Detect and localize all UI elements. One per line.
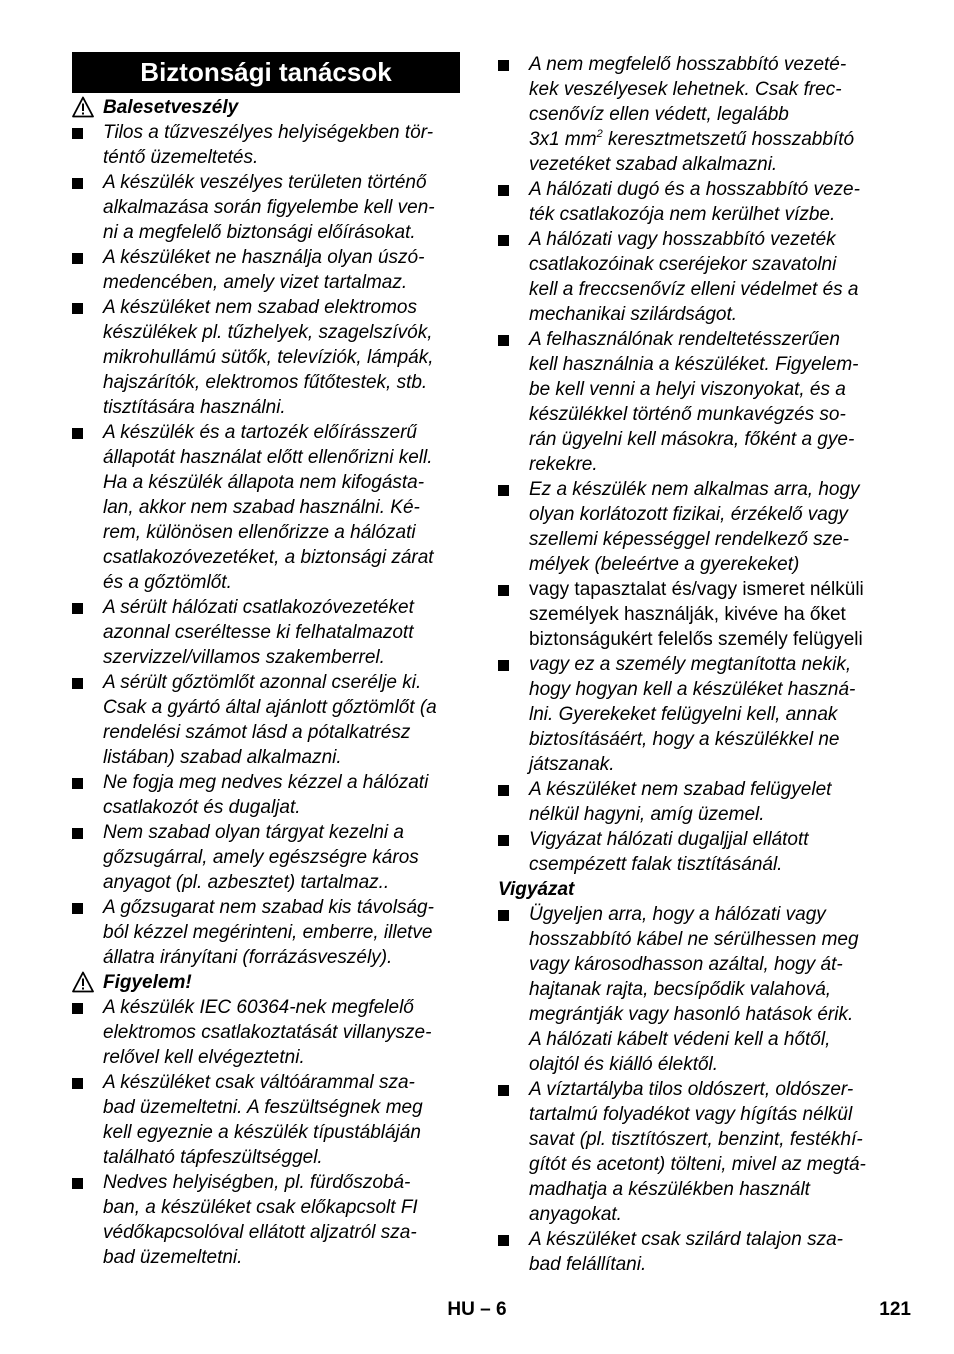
list-item-text: A készüléket nem szabad felügyelet nélkül hagyni, amíg üzemel. [529, 779, 832, 825]
list-item [72, 820, 460, 895]
square-bullet-icon [498, 235, 509, 246]
list-item [498, 827, 888, 877]
square-bullet-icon [72, 828, 83, 839]
list-item [72, 420, 460, 595]
square-bullet-icon [498, 835, 509, 846]
square-bullet-icon [498, 910, 509, 921]
attention-heading [72, 970, 460, 995]
warning-triangle-icon [72, 96, 94, 118]
square-bullet-icon [72, 778, 83, 789]
list-item-text-part: keresztmetszetű hosszabbító vezetéket szabad alkalmazni. [529, 129, 855, 175]
list-item-text: A készüléket nem szabad elektromos készülékek pl. tűzhelyek, szagelszívók, mikrohullámú sütők, televíziók, lámpák, hajszárítók, elektromos fűtőtestek, stb. tisztítására használni. [103, 297, 434, 418]
list-item [498, 652, 888, 777]
danger-heading-text: Balesetveszély [103, 97, 239, 118]
list-item [72, 1070, 460, 1170]
list-item-text: A készüléket csak váltóárammal sza- bad üzemeltetni. A feszültségnek meg kell egyeznie a készülék típustábláján található tápfeszültséggel. [103, 1072, 423, 1168]
left-column [72, 52, 460, 1270]
square-bullet-icon [72, 178, 83, 189]
list-item-text: Ne fogja meg nedves kézzel a hálózati csatlakozót és dugaljat. [103, 772, 429, 818]
list-item [72, 1170, 460, 1270]
square-bullet-icon [498, 1235, 509, 1246]
square-bullet-icon [72, 303, 83, 314]
square-bullet-icon [498, 785, 509, 796]
list-item-text-part: A nem megfelelő hosszabbító vezeté- kek veszélyesek lehetnek. Csak frec- csenővíz ellen védett, legalább 3x1 mm [529, 54, 847, 150]
list-item-text: A hálózati dugó és a hosszabbító veze- ték csatlakozója nem kerülhet vízbe. [529, 179, 860, 225]
list-item-text: A hálózati vagy hosszabbító vezeték csatlakozóinak cseréjekor szavatolni kell a freccsenővíz elleni védelmet és a mechanikai szilárdságot. [529, 229, 859, 325]
list-item-text: A víztartályba tilos oldószert, oldószer- tartalmú folyadékot vagy hígítás nélkül savat (pl. tisztítószert, benzint, festékhí- gítót és acetont) tölteni, mivel az megtá- madhatja a készülékben használt anyagokat. [529, 1079, 866, 1225]
list-item [72, 595, 460, 670]
square-bullet-icon [498, 1085, 509, 1096]
list-item [498, 777, 888, 827]
list-item [72, 995, 460, 1070]
list-item [72, 670, 460, 770]
list-item-text: Nem szabad olyan tárgyat kezelni a gőzsugárral, amely egészségre káros anyagot (pl. azbesztet) tartalmaz.. [103, 822, 419, 893]
page-number: 121 [879, 1299, 911, 1320]
list-item [72, 770, 460, 820]
footer-section-label: HU – 6 [447, 1299, 507, 1320]
list-item-text: Vigyázat hálózati dugaljjal ellátott csempézett falak tisztításánál. [529, 829, 809, 875]
list-item-text: A készülék IEC 60364-nek megfelelő elektromos csatlakoztatását villanysze- relővel kell elvégeztetni. [103, 997, 432, 1068]
list-item-text: Tilos a tűzveszélyes helyiségekben tör- téntő üzemeltetés. [103, 122, 434, 168]
square-bullet-icon [72, 428, 83, 439]
list-item [72, 170, 460, 245]
list-item [498, 477, 888, 577]
superscript: 2 [596, 127, 603, 140]
list-item-text: Ügyeljen arra, hogy a hálózati vagy hosszabbító kábel ne sérülhessen meg vagy károsodhasson azáltal, hogy át- hajtanak rajta, becsípődik valahová, megrántják vagy hasonló hatások érik. A hálózati kábelt védeni kell a hőtől, olajtól és kiálló élektől. [529, 904, 859, 1075]
list-item-text: A készülék és a tartozék előírásszerű állapotát használat előtt ellenőrizni kell. Ha a készülék állapota nem kifogásta- lan, akkor nem szabad használni. Ké- rem, különösen ellenőrizze a hálózati csatlakozóvezetéket, a biztonsági zárat és a gőztömlőt. [103, 422, 434, 593]
list-item [498, 327, 888, 477]
list-item-text: Ez a készülék nem alkalmas arra, hogy olyan korlátozott fizikai, érzékelő vagy szellemi képességgel rendelkező sze- mélyek (beleértve a gyerekeket) [529, 479, 860, 575]
list-item [72, 295, 460, 420]
list-item-text: Nedves helyiségben, pl. fürdőszobá- ban, a készüléket csak előkapcsolt FI védőkapcsolóval ellátott aljzatról sza- bad üzemeltetni. [103, 1172, 418, 1268]
list-item [498, 1227, 888, 1277]
list-item-text: A készülék veszélyes területen történő alkalmazása során figyelembe kell ven- ni a megfelelő biztonsági előírásokat. [103, 172, 435, 243]
list-item [498, 902, 888, 1077]
square-bullet-icon [498, 335, 509, 346]
list-item [498, 227, 888, 327]
square-bullet-icon [498, 60, 509, 71]
square-bullet-icon [498, 485, 509, 496]
list-item-text: A készüléket ne használja olyan úszó- medencében, amely vizet tartalmaz. [103, 247, 425, 293]
list-item [72, 245, 460, 295]
caution-heading: Vigyázat [498, 879, 575, 900]
list-item-text: vagy ez a személy megtanította nekik, hogy hogyan kell a készüléket haszná- lni. Gyerekeket felügyelni kell, annak biztosításáért, hogy a készülékkel ne játszanak. [529, 654, 856, 775]
square-bullet-icon [72, 1078, 83, 1089]
list-item [498, 1077, 888, 1227]
square-bullet-icon [72, 603, 83, 614]
section-title: Biztonsági tanácsok [72, 52, 460, 93]
square-bullet-icon [72, 1003, 83, 1014]
danger-heading [72, 95, 460, 120]
attention-list [72, 995, 460, 1270]
attention-heading-text: Figyelem! [103, 972, 192, 993]
list-item-text: A felhasználónak rendeltetésszerűen kell használnia a készüléket. Figyelem- be kell venni a helyi viszonyokat, és a készülékkel történő munkavégzés so- rán ügyelni kell másokra, főként a gye- rekekre. [529, 329, 859, 475]
list-item-text: A gőzsugarat nem szabad kis távolság- ból kézzel megérinteni, emberre, illetve állatra irányítani (forrázásveszély). [103, 897, 434, 968]
square-bullet-icon [72, 903, 83, 914]
square-bullet-icon [72, 1178, 83, 1189]
list-item [498, 52, 888, 177]
square-bullet-icon [72, 678, 83, 689]
list-item-text: A sérült hálózati csatlakozóvezetéket azonnal cseréltesse ki felhatalmazott szervizzel/villamos szakemberrel. [103, 597, 414, 668]
warning-triangle-icon [72, 971, 94, 993]
square-bullet-icon [72, 128, 83, 139]
square-bullet-icon [498, 585, 509, 596]
list-item [498, 177, 888, 227]
list-item [72, 895, 460, 970]
square-bullet-icon [72, 253, 83, 264]
extension-cable-list [498, 52, 888, 877]
right-column [498, 52, 888, 1277]
list-item [72, 120, 460, 170]
list-item-text [529, 54, 854, 175]
danger-list [72, 120, 460, 970]
list-item [498, 577, 888, 652]
list-item-text: A készüléket csak szilárd talajon sza- bad felállítani. [529, 1229, 843, 1275]
list-item-text: vagy tapasztalat és/vagy ismeret nélküli személyek használják, kivéve ha őket biztonságukért felelős személy felügyeli [529, 579, 864, 650]
square-bullet-icon [498, 185, 509, 196]
list-item-text: A sérült gőztömlőt azonnal cserélje ki. Csak a gyártó által ajánlott gőztömlőt (a rendelési számot lásd a pótalkatrész listában) szabad alkalmazni. [103, 672, 437, 768]
caution-list [498, 902, 888, 1277]
square-bullet-icon [498, 660, 509, 671]
